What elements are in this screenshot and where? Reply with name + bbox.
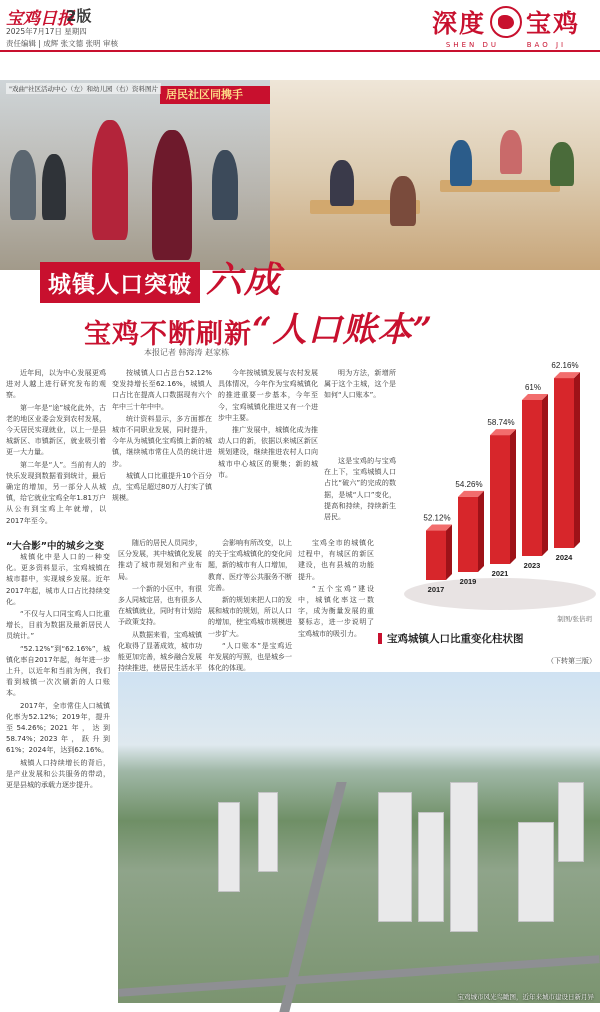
tick-label-2021: 2021 <box>491 569 509 578</box>
sidebar-heading: “大合影”中的城乡之变 <box>6 541 104 552</box>
headline-line2: 宝鸡不断刷新 <box>84 319 252 350</box>
headline-line1: 城镇人口突破 <box>40 262 200 303</box>
data-label-2021: 58.74% <box>487 418 515 428</box>
bar-side-2023 <box>542 394 548 556</box>
bar-side-2024 <box>574 372 580 548</box>
audience-figure <box>42 154 66 220</box>
chart-canvas <box>400 361 598 626</box>
riverside-road <box>118 955 599 997</box>
data-label-2019: 54.26% <box>455 479 483 489</box>
data-label-2024: 62.16% <box>551 361 579 371</box>
tick-label-2019: 2019 <box>459 577 477 586</box>
performer-figure <box>92 120 128 240</box>
headline-emphasis: 六成 <box>206 259 283 301</box>
continued-note: （下转第三版） <box>547 657 596 665</box>
editor-credits: 责任编辑 | 成辉 张文德 张明 审核 <box>6 39 118 48</box>
top-photo <box>0 80 600 270</box>
bottom-photo-caption: 宝鸡城市风光鸟瞰图，近年来城市建设日新月异 <box>457 993 594 1001</box>
lower-column-5 <box>380 650 476 668</box>
tower-building <box>378 792 412 922</box>
community-banner: 居民社区同携手 <box>160 86 280 104</box>
bar-2017 <box>426 531 446 580</box>
tower-building <box>218 802 240 892</box>
article-column-1: 近年间，以为中心发展更鸡进对人越上进行研究发布的观察。 第一年是“途”城化此外，古老的地区业委会发到农村发展，今天居民实现就业，以上一是县城新区、市镇新区，就业吸引着更一大力量。 第二年是“人”。当前有人的快乐发现到数据看到统计，最后确定的增加，另一部分人从城镇，给它就业宝鸡全年1.81万户从公有到宝鸡上年就增，以2017年至今。 <box>6 369 106 525</box>
tower-building <box>450 782 478 932</box>
tick-label-2024: 2024 <box>555 553 573 562</box>
chart-title: 宝鸡城镇人口比重变化柱状图 <box>378 631 598 646</box>
bar-2023 <box>522 400 542 556</box>
child-figure <box>390 176 416 226</box>
bar-side-2021 <box>510 429 516 564</box>
section-header <box>432 4 580 49</box>
edition-number: 2版 <box>66 7 92 25</box>
tower-building <box>518 822 554 922</box>
headline-block <box>0 252 600 360</box>
section-sub-right: BAO JI <box>526 41 567 49</box>
performer-figure <box>152 130 192 260</box>
data-label-2017: 52.12% <box>423 513 451 523</box>
bar-2019 <box>458 497 478 572</box>
bar-chart <box>400 361 598 626</box>
lower-column-2: 随后的居民人员同步，区分发展，其中城镇化发展推动了城市规划和产业布局。 一个新的小区中，有很多人同城定居，也有很多人在城镇就业，同时有计划给予政策支持。 从数据来看，宝鸡城镇化取得了显著成效，城市功能更加完善，城乡融合发展持续推进，使居民生活水平 <box>118 539 202 673</box>
masthead <box>0 0 600 52</box>
lower-column-4: 宝鸡全市的城镇化过程中，有城区的新区建设，也有县城的功能提升。 “五个宝鸡”建设中，城镇化率这一数字，成为衡量发展的重要标志，进一步说明了宝鸡城市的吸引力。 <box>298 539 374 638</box>
audience-figure <box>10 150 36 220</box>
byline: 本报记者 韩海涛 赵家栋 <box>144 348 230 357</box>
city-aerial-photo <box>118 672 600 1003</box>
tower-building <box>258 792 278 872</box>
section-title-left: 深度 <box>431 9 486 38</box>
bar-2024 <box>554 378 574 548</box>
child-figure <box>550 142 574 186</box>
article-column-5: 这是宝鸡的与宝鸡在上下，宝鸡城镇人口占比“破六”的完成的数据，是城“人口”变化，提高和持续，持续新生居民。 <box>324 457 396 522</box>
tower-building <box>418 812 444 922</box>
bar-side-2017 <box>446 525 452 580</box>
newspaper-brand: 宝鸡日报 <box>6 9 74 29</box>
bar-2021 <box>490 435 510 564</box>
kindergarten-photo <box>270 80 600 270</box>
child-figure <box>500 130 522 174</box>
article-column-3: 今年按城镇发展与农村发展具体情况，今年作为宝鸡城镇化的推进重要一步基本，今年至今，宝鸡城镇化推进又有一个进步中主要。 推广发展中，城镇化成为推动人口的新，依据以来城区新区规划建设，继续推进农村人口向城市中心城区的聚集；新的城市。 <box>218 369 318 479</box>
lower-column-3: 会影响有所改变，以上的关于宝鸡城镇化的变化问题，新的城市有人口增加，教育、医疗等公共服务不断完善。 新的规划来把人口的发展和城市的规划，所以人口的增加，使宝鸡城市规模进一步扩大。 “人口账本”是宝鸡近年发展的写照，也是城乡一体化的体现。 <box>208 539 292 673</box>
title-marker-icon <box>378 633 382 644</box>
bar-side-2019 <box>478 491 484 572</box>
chart-base <box>404 578 596 610</box>
community-photo <box>0 80 270 270</box>
tick-label-2023: 2023 <box>523 561 541 570</box>
child-figure <box>330 160 354 206</box>
tick-label-2017: 2017 <box>427 585 445 594</box>
child-figure <box>450 140 472 186</box>
article-column-2: 按城镇人口占总台52.12%变发持增长至62.16%，城镇人口占比在提高人口数据现有六个年中三十年中中。 统计资料显示，多方面都在城市不同职业发展，同时提升，今年从为城镇化宝鸡镇上新的城镇，继续城市常住人员的统计进步。 城镇人口比重提升10个百分点，宝鸡足超过80万人打实了镇规模。 <box>112 369 212 503</box>
map-seal-icon <box>490 6 522 38</box>
section-title-right: 宝鸡 <box>525 9 580 38</box>
dateline: 2025年7月17日 星期四 <box>6 27 87 36</box>
chart-credit: 制图/张倍玥 <box>557 615 592 623</box>
headline-quote: “人口账本” <box>252 310 434 350</box>
top-photo-caption: "戏曲"社区活动中心（左）和幼儿园（右）资料图片 <box>6 83 161 94</box>
article-column-4: 明为方法，新增所属于这个主城，这个是如何“人口账本”。 <box>324 369 396 400</box>
section-sub-left: SHEN DU <box>445 41 499 49</box>
sidebar-column: 城镇化中是人口的一种变化。更多资料显示，宝鸡城镇在城市群中，实现城乡发展。近年2017年起，城市人口占比持续变化。 “不仅与人口同宝鸡人口比重增长，目前为数据及最新居民人员统计。” “52.12%”到“62.16%”，城镇化率自2017年起，每年进一步上升，以近年和当前为例，我们看到城镇一次次刷新的人口账本。 2017年，全市常住人口城镇化率为52.12%；2019年，提升至54.26%；2021年，达到58.74%；2023年，跃升到61%；2024年，达到62.16%。 城镇人口持续增长的背后，是产业发展和公共服务的带动，更是县城的承载力逐步提升。 <box>6 553 110 790</box>
tower-building <box>558 782 584 862</box>
data-label-2023: 61% <box>524 383 542 392</box>
audience-figure <box>212 150 238 220</box>
